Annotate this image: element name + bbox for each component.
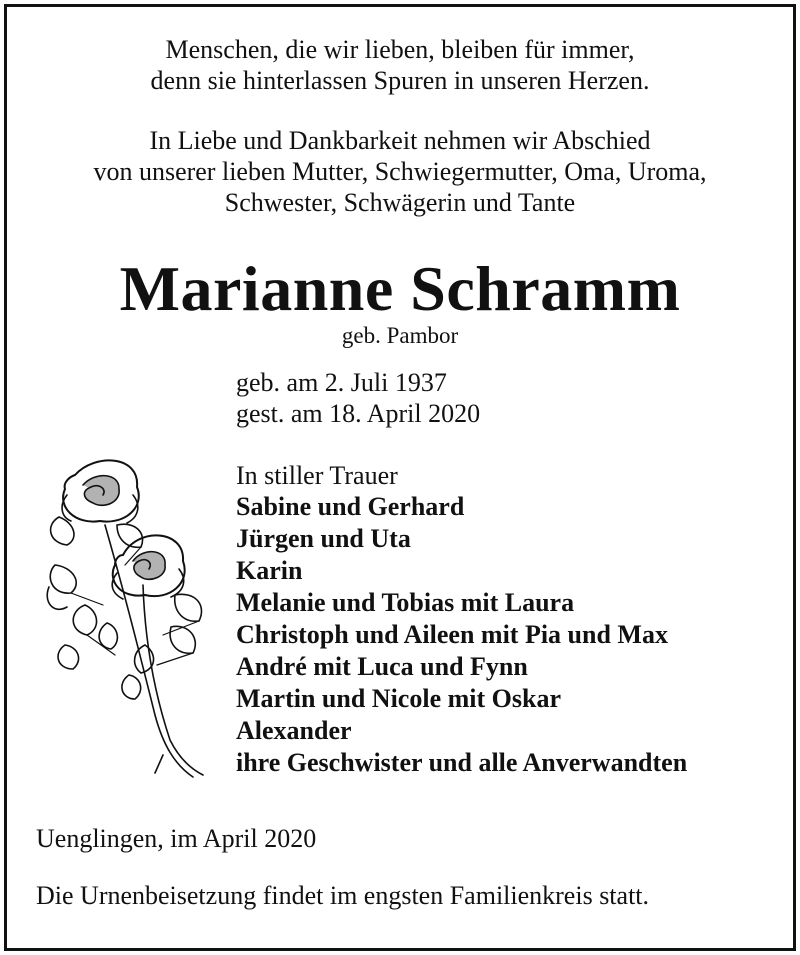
mourner-name: André mit Luca und Fynn: [236, 652, 528, 681]
intro-line-3: Schwester, Schwägerin und Tante: [224, 188, 576, 217]
mourner-name: Christoph und Aileen mit Pia und Max: [236, 620, 668, 649]
mourner-name: Melanie und Tobias mit Laura: [236, 588, 575, 617]
verse-line-2: denn sie hinterlassen Spuren in unseren Herzen.: [150, 66, 650, 95]
mourners-intro: In stiller Trauer: [236, 461, 398, 490]
mourner-name: Martin und Nicole mit Oskar: [236, 684, 561, 713]
mourners: [236, 460, 687, 779]
deceased-name: Marianne Schramm: [119, 253, 681, 324]
intro-line-2: von unserer lieben Mutter, Schwiegermutter, Oma, Uroma,: [93, 157, 707, 186]
life-dates: [236, 367, 480, 429]
intro-line-1: In Liebe und Dankbarkeit nehmen wir Abschied: [149, 126, 651, 155]
roses-illustration-icon: [45, 455, 215, 785]
maiden-name: geb. Pambor: [341, 323, 459, 348]
burial-notice: Die Urnenbeisetzung findet im engsten Familienkreis statt.: [36, 881, 650, 910]
birth-date: geb. am 2. Juli 1937: [236, 368, 447, 397]
verse: [0, 34, 800, 96]
mourner-name: Sabine und Gerhard: [236, 492, 465, 521]
death-date: gest. am 18. April 2020: [236, 399, 481, 428]
mourner-name: Alexander: [236, 716, 352, 745]
mourner-name: Karin: [236, 556, 303, 585]
place-date: Uenglingen, im April 2020: [36, 824, 317, 853]
mourner-name: ihre Geschwister und alle Anverwandten: [236, 748, 688, 777]
verse-line-1: Menschen, die wir lieben, bleiben für immer,: [165, 35, 635, 64]
farewell-intro: [0, 125, 800, 218]
mourner-name: Jürgen und Uta: [236, 524, 411, 553]
